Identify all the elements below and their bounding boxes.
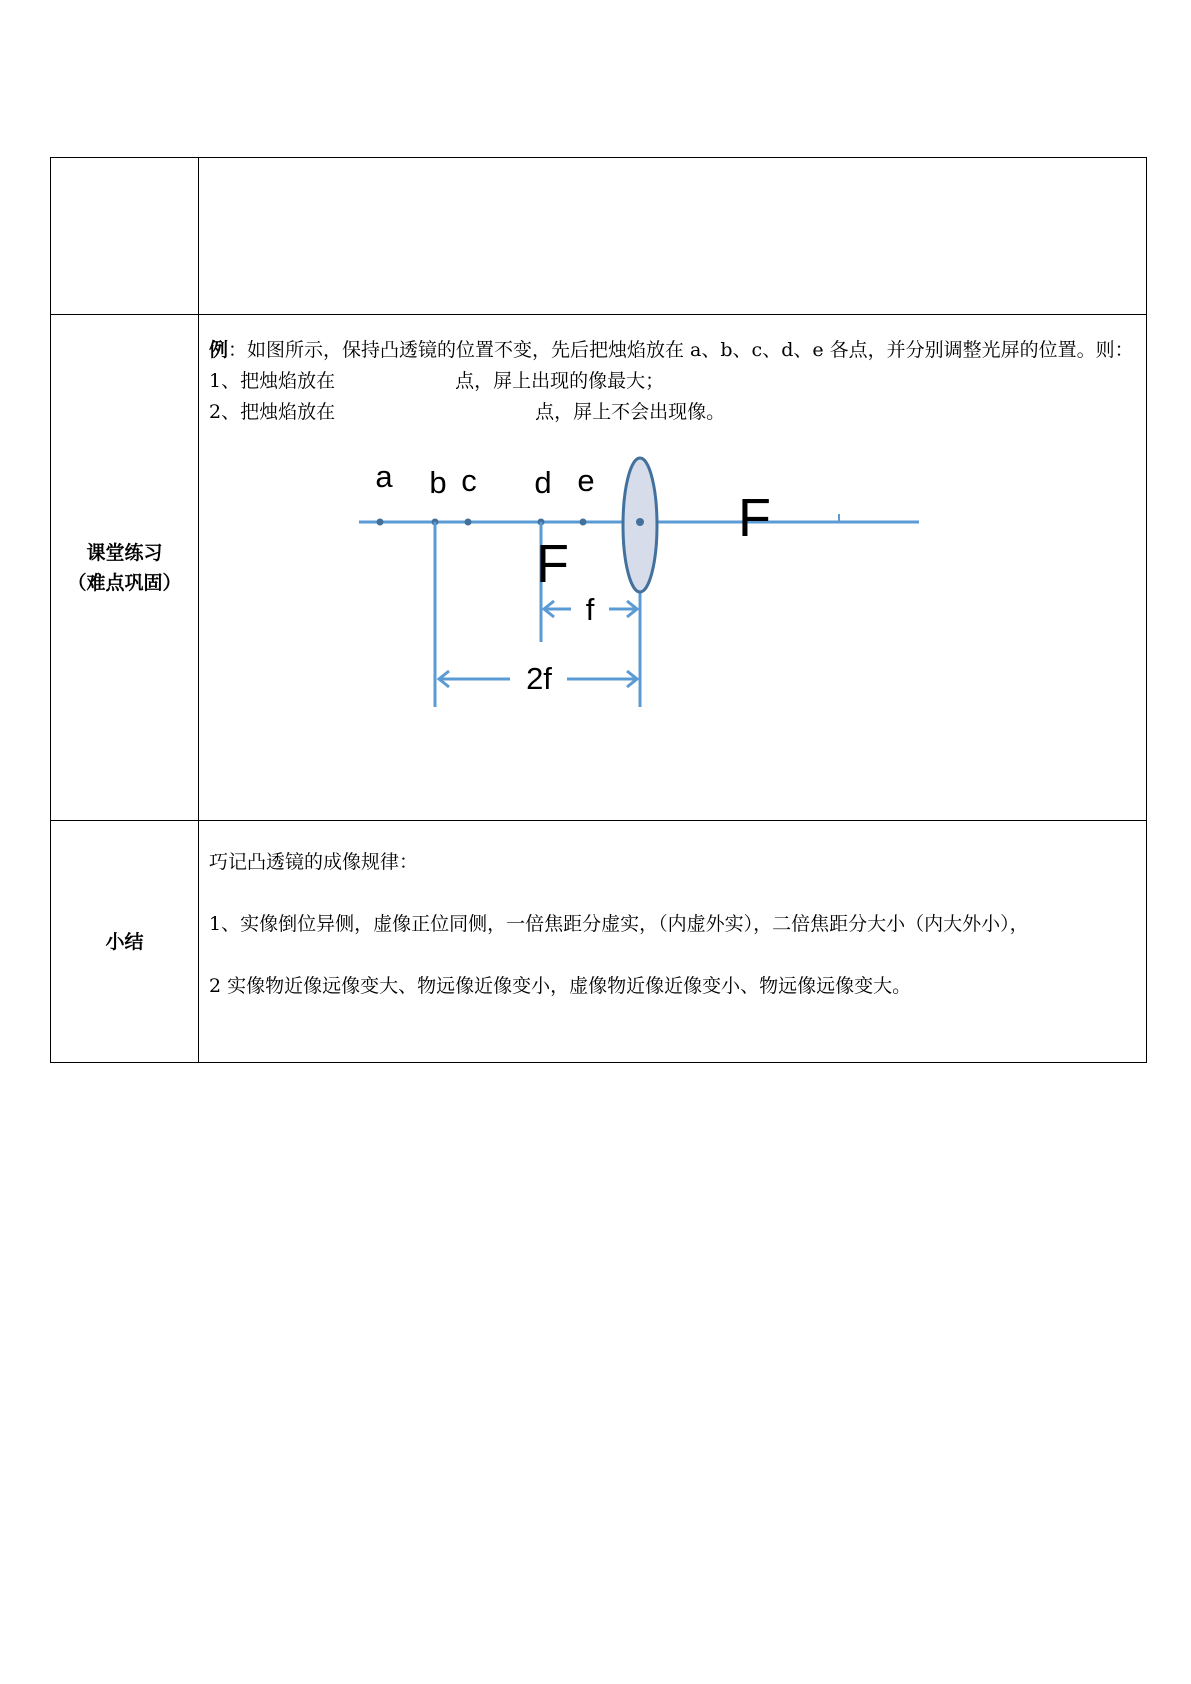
lesson-table <box>50 157 1147 1063</box>
point-label-e: e <box>577 463 595 498</box>
practice-label-cell <box>51 315 199 821</box>
empty-content-cell <box>199 158 1147 315</box>
table-row-summary <box>51 821 1147 1063</box>
summary-rule-2: 2 实像物近像远像变大、物远像近像变小，虚像物近像近像变小、物远像远像变大。 <box>209 975 912 997</box>
point-e-marker <box>580 519 587 526</box>
point-label-c: c <box>461 463 477 498</box>
question-2-start: 2、把烛焰放在 <box>209 401 336 423</box>
summary-rule-1: 1、实像倒位异侧，虚像正位同侧，一倍焦距分虚实，（内虚外实），二倍焦距分大小（内大外小）， <box>209 913 1029 935</box>
point-label-a: a <box>375 459 393 494</box>
table-row-empty <box>51 158 1147 315</box>
f-dimension-label: f <box>585 592 595 627</box>
summary-label-cell <box>51 821 199 1063</box>
question-2 <box>209 397 1136 428</box>
practice-label-line1: 课堂练习 <box>86 541 163 564</box>
question-1-start: 1、把烛焰放在 <box>209 370 336 392</box>
two-f-dimension-label: 2f <box>526 661 552 696</box>
focal-label-right: F <box>738 488 771 548</box>
point-label-d: d <box>534 465 552 500</box>
summary-content-cell <box>199 821 1147 1063</box>
point-label-b: b <box>429 465 447 500</box>
summary-label: 小结 <box>105 930 144 953</box>
focal-label-left: F <box>536 534 569 594</box>
example-prefix: 例 <box>209 339 229 361</box>
question-2-end: 点，屏上不会出现像。 <box>535 401 726 423</box>
example-text: ：如图所示，保持凸透镜的位置不变，先后把烛焰放在 a、b、c、d、e 各点，并分别调整光屏的位置。则： <box>228 339 1134 361</box>
empty-label-cell <box>51 158 199 315</box>
example-paragraph <box>209 335 1136 366</box>
point-c-marker <box>465 519 472 526</box>
question-1-end: 点，屏上出现的像最大； <box>455 370 665 392</box>
question-1 <box>209 366 1136 397</box>
table-row-practice <box>51 315 1147 821</box>
practice-label-line2: （难点巩固） <box>67 571 182 594</box>
convex-lens-diagram <box>355 442 955 732</box>
point-a-marker <box>377 519 384 526</box>
lens-center <box>636 518 644 526</box>
summary-title: 巧记凸透镜的成像规律： <box>209 851 419 873</box>
practice-content-cell <box>199 315 1147 821</box>
